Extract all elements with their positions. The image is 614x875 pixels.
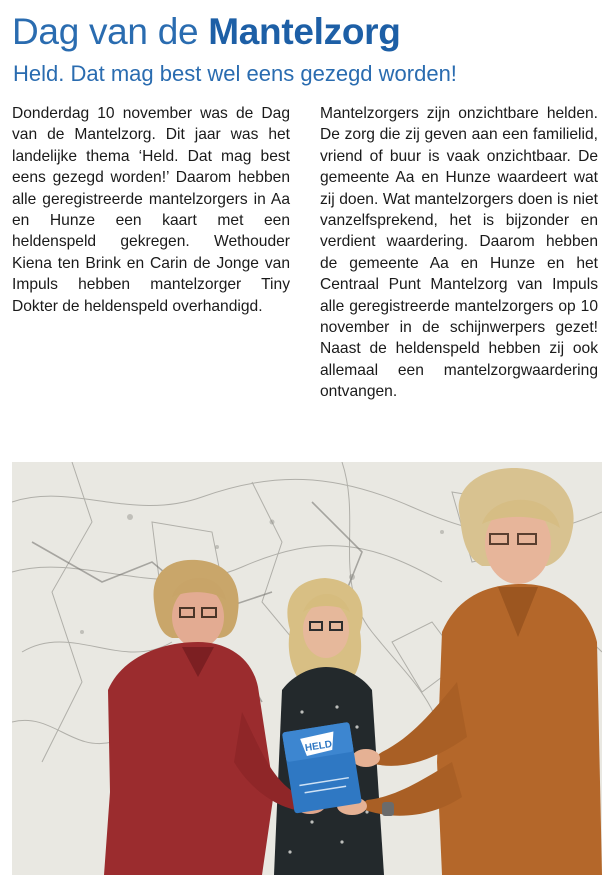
photo-illustration — [12, 462, 602, 875]
held-card — [282, 722, 362, 814]
page-title — [12, 10, 401, 54]
article-column-left: Donderdag 10 november was de Dag van de Mantelzorg. Dit jaar was het landelijke thema ‘Held. Dat mag best eens gezegd worden!’ Daarom hebben alle geregistreerde mantelzorgers in Aa en Hunze een kaart met een heldenspeld gekregen. Wethouder Kiena ten Brink en Carin de Jonge van Impuls hebben mantelzorger Tiny Dokter de heldenspeld overhandigd. — [12, 105, 290, 315]
card-word: HELD — [304, 738, 333, 755]
article-photo — [12, 462, 602, 875]
subtitle: Held. Dat mag best wel eens gezegd worden! — [13, 61, 457, 86]
title-prefix: Dag van de — [12, 11, 209, 52]
title-emphasis: Mantelzorg — [208, 11, 401, 52]
article-column-right: Mantelzorgers zijn onzichtbare helden. De zorg die zij geven aan een familielid, vriend of buur is vaak onzichtbaar. De gemeente Aa en Hunze waardeert wat zij doen. Wat mantelzorgers doen is niet vanzelfsprekend, het is bijzonder en verdient waardering. Daarom hebben de gemeente Aa en Hunze en het Centraal Punt Mantelzorg van Impuls alle geregistreerde mantelzorgers op 10 november in de schijnwerpers gezet! Naast de heldenspeld hebben zij ook allemaal een mantelzorgwaardering ontvangen. — [320, 105, 598, 401]
